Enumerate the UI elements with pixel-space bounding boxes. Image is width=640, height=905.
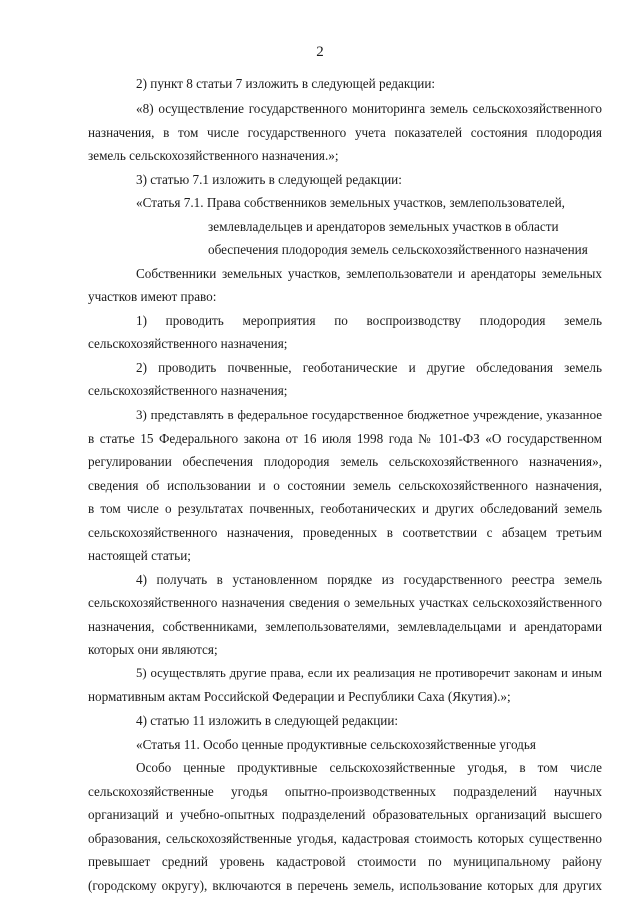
- text-line: назначения, в том числе государственного учета показателей состояния плодородия: [88, 125, 602, 140]
- text-line: 1) проводить мероприятия по воспроизводству плодородия земель: [136, 313, 602, 328]
- text-line: 2) пункт 8 статьи 7 изложить в следующей редакции:: [136, 76, 436, 91]
- text-line: назначения, собственниками, землепользователями, землевладельцами и арендаторами: [88, 619, 602, 634]
- page-number: 2: [316, 44, 324, 60]
- article-heading: «Статья 7.1. Права собственников земельных участков, землепользователей,: [136, 195, 565, 210]
- text-line: сельскохозяйственные угодья опытно-производственных подразделений научных: [88, 784, 602, 799]
- text-line: Собственники земельных участков, землепользователи и арендаторы земельных: [136, 266, 602, 281]
- text-line: сельскохозяйственного назначения сведения о земельных участках сельскохозяйственного: [88, 595, 602, 610]
- text-line: организаций и учебно-опытных подразделений образовательных организаций высшего: [88, 807, 602, 822]
- text-line: Особо ценные продуктивные сельскохозяйственные угодья, в том числе: [136, 760, 602, 775]
- text-line: которых они являются;: [88, 642, 218, 657]
- text-line: превышает средний уровень кадастровой стоимости по муниципальному району: [88, 854, 602, 869]
- text-line: «8) осуществление государственного мониторинга земель сельскохозяйственного: [136, 101, 602, 116]
- text-line: в том числе о результатах почвенных, геоботанических и других обследований земель: [88, 501, 602, 516]
- text-line: сведения об использовании и о состоянии земель сельскохозяйственного назначения,: [88, 478, 602, 493]
- text-line: земель сельскохозяйственного назначения.»;: [88, 148, 339, 163]
- article-heading: «Статья 11. Особо ценные продуктивные сельскохозяйственные угодья: [136, 737, 536, 752]
- text-line: 3) статью 7.1 изложить в следующей редакции:: [136, 172, 402, 187]
- text-line: 4) получать в установленном порядке из государственного реестра земель: [136, 572, 602, 587]
- text-line: 3) представлять в федеральное государственное бюджетное учреждение, указанное: [136, 407, 602, 422]
- text-line: сельскохозяйственного назначения, проведенных в соответствии с абзацем третьим: [88, 525, 602, 540]
- text-line: участков имеют право:: [88, 289, 217, 304]
- text-line: образования, сельскохозяйственные угодья, кадастровая стоимость которых существенно: [88, 831, 602, 846]
- text-line: 5) осуществлять другие права, если их реализация не противоречит законам и иным: [136, 666, 602, 680]
- text-line: 4) статью 11 изложить в следующей редакции:: [136, 713, 399, 728]
- text-line: в статье 15 Федерального закона от 16 июля 1998 года № 101-ФЗ «О государственном: [88, 431, 602, 446]
- text-line: нормативным актам Российской Федерации и Республики Саха (Якутия).»;: [88, 689, 511, 704]
- article-heading: землевладельцев и арендаторов земельных участков в области: [208, 219, 559, 234]
- text-line: (городскому округу), включаются в перечень земель, использование которых для других: [88, 878, 602, 893]
- text-line: регулировании обеспечения плодородия земель сельскохозяйственного назначения»,: [88, 454, 602, 469]
- article-heading: обеспечения плодородия земель сельскохозяйственного назначения: [208, 242, 588, 257]
- text-line: сельскохозяйственного назначения;: [88, 383, 288, 398]
- text-line: сельскохозяйственного назначения;: [88, 336, 288, 351]
- text-line: 2) проводить почвенные, геоботанические и другие обследования земель: [136, 360, 602, 375]
- text-line: настоящей статьи;: [88, 548, 191, 563]
